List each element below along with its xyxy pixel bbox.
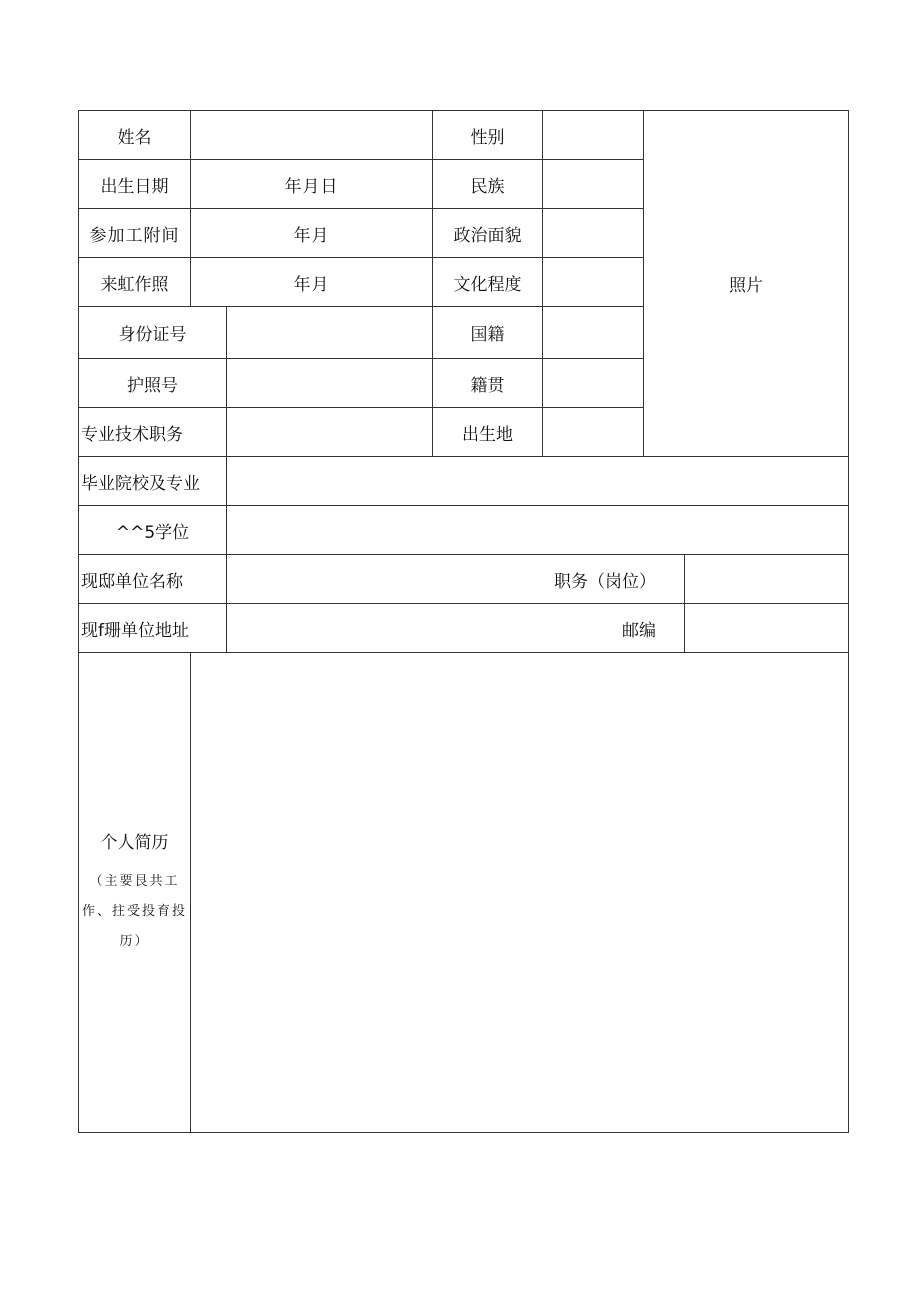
degree-label: ^^5学位	[79, 506, 227, 555]
row-name	[79, 111, 849, 160]
nationality-label: 国籍	[433, 307, 543, 359]
work-start-field[interactable]: 年月	[191, 209, 433, 258]
education-label: 文化程度	[433, 258, 543, 307]
arrival-field[interactable]: 年月	[191, 258, 433, 307]
registration-form-table	[78, 110, 849, 1133]
position-label: 职务（岗位）	[554, 571, 656, 592]
nationality-field[interactable]	[543, 307, 644, 359]
row-address	[79, 604, 849, 653]
birthplace-label: 出生地	[433, 408, 543, 457]
row-employer	[79, 555, 849, 604]
name-label: 姓名	[79, 111, 191, 160]
education-field[interactable]	[543, 258, 644, 307]
passport-field[interactable]	[227, 359, 433, 408]
address-field[interactable]	[227, 604, 685, 653]
degree-field[interactable]	[227, 506, 849, 555]
photo-area[interactable]	[644, 111, 849, 457]
arrival-label: 来虹作照	[79, 258, 191, 307]
employer-label: 现邸单位名称	[79, 555, 227, 604]
postcode-label: 邮编	[622, 620, 656, 641]
birthplace-field[interactable]	[543, 408, 644, 457]
birth-date-field[interactable]: 年月日	[191, 160, 433, 209]
school-label: 毕业院校及专业	[79, 457, 227, 506]
ethnicity-label: 民族	[433, 160, 543, 209]
name-field[interactable]	[191, 111, 433, 160]
resume-title: 个人简历	[100, 833, 169, 853]
native-place-label: 籍贯	[433, 359, 543, 408]
gender-label: 性别	[433, 111, 543, 160]
resume-note: （主要艮共工作、拄受投育投历）	[81, 874, 187, 949]
row-school	[79, 457, 849, 506]
school-field[interactable]	[227, 457, 849, 506]
address-label: 现f珊单位地址	[79, 604, 227, 653]
row-degree	[79, 506, 849, 555]
row-resume	[79, 653, 849, 1133]
politics-field[interactable]	[543, 209, 644, 258]
resume-label-cell	[79, 653, 191, 1133]
resume-field[interactable]	[191, 653, 849, 1133]
birth-date-label: 出生日期	[79, 160, 191, 209]
politics-label: 政治面貌	[433, 209, 543, 258]
photo-label: 照片	[729, 276, 763, 296]
id-number-field[interactable]	[227, 307, 433, 359]
passport-label: 护照号	[79, 359, 227, 408]
professional-title-label: 专业技术职务	[79, 408, 227, 457]
gender-field[interactable]	[543, 111, 644, 160]
work-start-label: 参加工附间	[79, 209, 191, 258]
employer-field[interactable]	[227, 555, 685, 604]
postcode-field[interactable]	[685, 604, 849, 653]
native-place-field[interactable]	[543, 359, 644, 408]
id-number-label: 身份证号	[79, 307, 227, 359]
position-field[interactable]	[685, 555, 849, 604]
professional-title-field[interactable]	[227, 408, 433, 457]
ethnicity-field[interactable]	[543, 160, 644, 209]
